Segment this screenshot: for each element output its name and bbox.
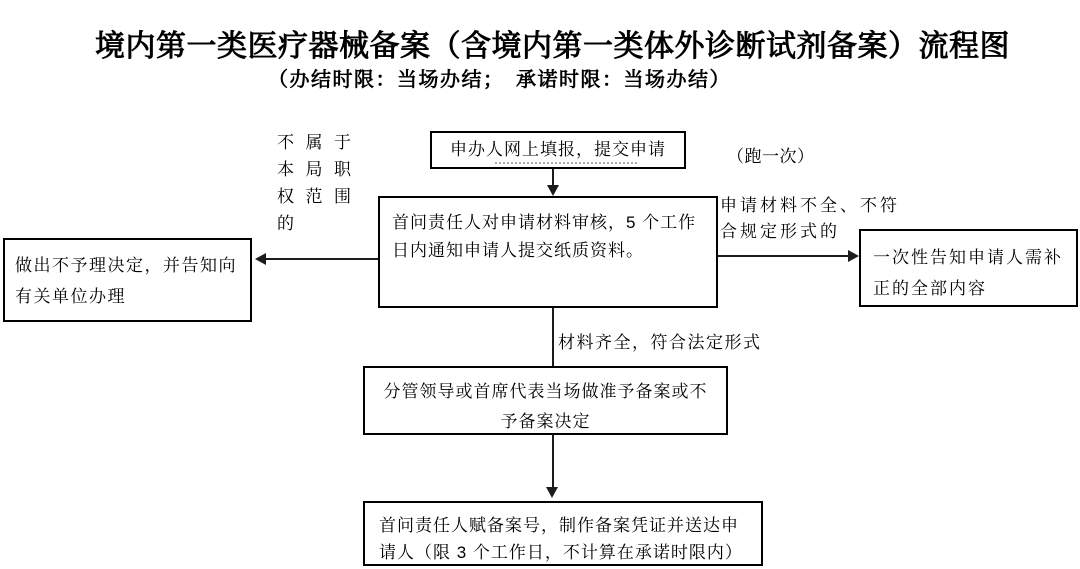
label-out-of-scope-line3: 权范围 <box>277 187 351 206</box>
label-out-of-scope <box>277 129 351 237</box>
node-leader-decision-line1: 分管领导或首席代表当场做准予备案或不 <box>383 382 708 401</box>
node-leader-decision-line2: 予备案决定 <box>500 412 591 431</box>
node-one-time-notify-line2: 正的全部内容 <box>873 279 987 298</box>
node-first-review <box>378 196 718 308</box>
spellcheck-dotted-underline <box>495 162 637 164</box>
arrowhead-decision-to-issue <box>546 487 558 498</box>
node-first-review-line2: 日内通知申请人提交纸质资料。 <box>392 241 644 260</box>
label-materials-incomplete-line2: 合规定形式的 <box>720 222 840 241</box>
node-issue-certificate-line2: 请人（限 3 个工作日，不计算在承诺时限内） <box>379 543 743 562</box>
label-run-once: （跑一次） <box>727 147 815 166</box>
node-reject-line2: 有关单位办理 <box>15 287 126 306</box>
node-issue-certificate-line1: 首问责任人赋备案号，制作备案凭证并送达申 <box>379 516 739 535</box>
arrowhead-review-to-reject <box>255 253 266 265</box>
node-reject-decision <box>3 238 252 322</box>
node-leader-decision <box>363 366 728 435</box>
connector-review-to-notify-line <box>718 255 849 257</box>
node-issue-certificate <box>363 501 763 566</box>
node-apply-text: 申办人网上填报，提交申请 <box>450 140 666 159</box>
label-materials-incomplete <box>720 193 920 245</box>
arrowhead-review-to-notify <box>848 250 859 262</box>
connector-review-to-reject-line <box>264 258 378 260</box>
page-subtitle: （办结时限：当场办结； 承诺时限：当场办结） <box>268 69 731 91</box>
connector-review-to-decision-line <box>552 308 554 366</box>
arrowhead-apply-to-review <box>547 185 559 196</box>
page-title: 境内第一类医疗器械备案（含境内第一类体外诊断试剂备案）流程图 <box>95 30 1010 63</box>
connector-decision-to-issue-line <box>552 435 554 488</box>
label-materials-incomplete-line1: 申请材料不全、不符 <box>720 196 900 215</box>
label-out-of-scope-line4: 的 <box>277 214 294 233</box>
node-first-review-line1: 首问责任人对申请材料审核，5 个工作 <box>392 213 697 232</box>
node-one-time-notify-line1: 一次性告知申请人需补 <box>873 248 1063 267</box>
node-reject-line1: 做出不予理决定，并告知向 <box>15 256 237 275</box>
label-materials-complete: 材料齐全，符合法定形式 <box>558 333 762 352</box>
label-out-of-scope-line1: 不属于 <box>277 133 351 152</box>
label-out-of-scope-line2: 本局职 <box>277 160 351 179</box>
node-apply-online <box>430 131 686 169</box>
